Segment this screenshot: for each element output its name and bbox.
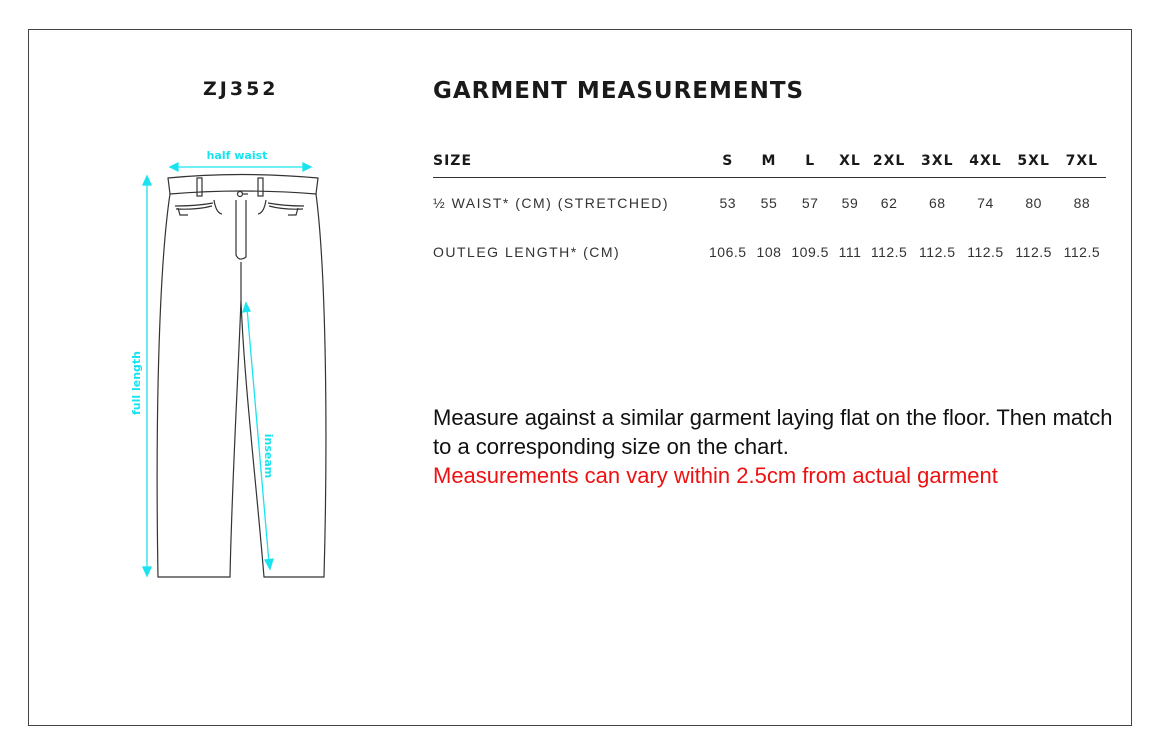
size-table xyxy=(433,145,1106,277)
arrow-icon xyxy=(170,163,178,171)
arrow-icon xyxy=(143,176,151,185)
row-label-waist: ½ WAIST* (CM) (STRETCHED) xyxy=(433,194,670,211)
table-cell: 88 xyxy=(1073,194,1091,211)
size-col-3xl: 3XL xyxy=(913,145,961,178)
table-cell: 111 xyxy=(838,244,862,260)
table-row xyxy=(433,227,1106,277)
pants-diagram xyxy=(120,140,350,590)
size-col-l: L xyxy=(785,145,835,178)
table-row xyxy=(433,178,1106,228)
table-cell: 112.5 xyxy=(1015,244,1052,260)
size-col-xl: XL xyxy=(835,145,865,178)
table-cell: 80 xyxy=(1025,194,1042,211)
table-cell: 112.5 xyxy=(1063,244,1101,260)
size-col-4xl: 4XL xyxy=(961,145,1009,178)
table-cell: 106.5 xyxy=(709,244,747,260)
arrow-icon xyxy=(303,163,311,171)
table-cell: 112.5 xyxy=(967,244,1004,260)
arrow-icon xyxy=(265,559,273,569)
arrow-icon xyxy=(143,567,151,576)
table-cell: 108 xyxy=(756,244,782,260)
size-col-s: S xyxy=(703,145,753,178)
table-cell: 62 xyxy=(880,194,898,211)
product-code: ZJ352 xyxy=(203,78,279,100)
size-col-2xl: 2XL xyxy=(865,145,913,178)
size-col-7xl: 7XL xyxy=(1058,145,1106,178)
warning-text: Measurements can vary within 2.5cm from actual garment xyxy=(433,463,998,488)
size-header-label: SIZE xyxy=(433,145,703,178)
pants-outline xyxy=(157,175,326,578)
full-length-label: full length xyxy=(130,350,143,416)
table-cell: 74 xyxy=(977,194,994,211)
table-cell: 109.5 xyxy=(791,244,829,260)
half-waist-label: half waist xyxy=(206,149,268,162)
table-cell: 112.5 xyxy=(870,244,908,260)
inseam-label: inseam xyxy=(262,433,275,479)
measure-lines xyxy=(143,163,311,576)
table-cell: 68 xyxy=(928,194,946,211)
size-header-row xyxy=(433,145,1106,178)
size-col-5xl: 5XL xyxy=(1010,145,1058,178)
table-cell: 112.5 xyxy=(919,244,956,260)
table-cell: 57 xyxy=(801,194,819,211)
table-cell: 59 xyxy=(841,194,859,211)
page-title: GARMENT MEASUREMENTS xyxy=(433,78,805,104)
table-cell: 53 xyxy=(719,194,737,211)
arrow-icon xyxy=(243,303,250,312)
measurement-instructions xyxy=(433,403,1123,490)
row-label-outleg: OUTLEG LENGTH* (CM) xyxy=(433,244,621,260)
instruction-text: Measure against a similar garment laying flat on the floor. Then match to a corresponding size on the chart. xyxy=(433,405,1113,459)
size-col-m: M xyxy=(753,145,786,178)
table-cell: 55 xyxy=(760,194,778,211)
